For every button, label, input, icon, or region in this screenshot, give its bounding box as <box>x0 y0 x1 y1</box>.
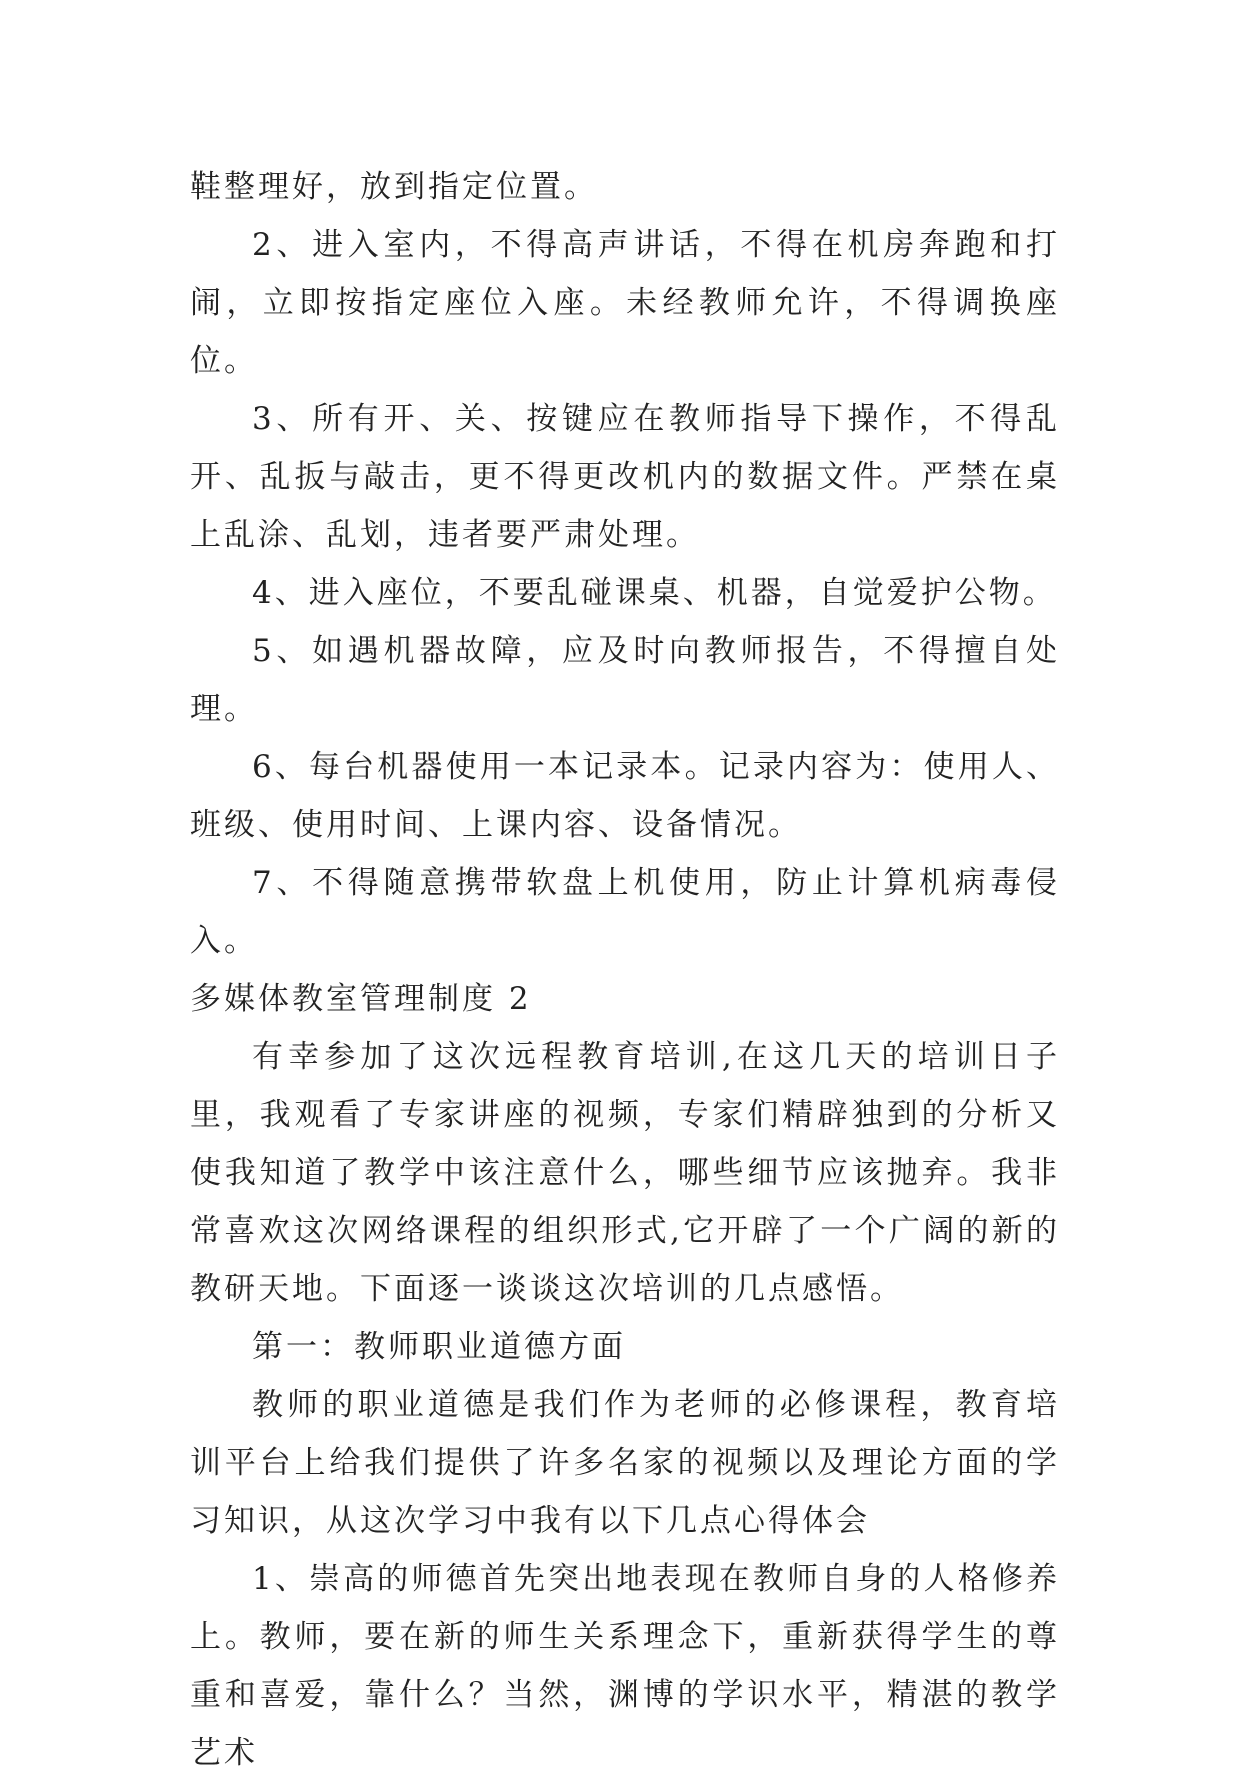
paragraph: 7、不得随意携带软盘上机使用，防止计算机病毒侵入。 <box>190 865 1060 959</box>
subheading: 第一：教师职业道德方面 <box>252 1329 626 1365</box>
paragraph: 3、所有开、关、按键应在教师指导下操作，不得乱开、乱扳与敲击，更不得更改机内的数据文件。严禁在桌上乱涂、乱划，违者要严肃处理。 <box>190 401 1060 553</box>
paragraph: 有幸参加了这次远程教育培训,在这几天的培训日子里，我观看了专家讲座的视频，专家们精辟独到的分析又使我知道了教学中该注意什么，哪些细节应该抛弃。我非常喜欢这次网络课程的组织形式,它开辟了一个广阔的新的教研天地。下面逐一谈谈这次培训的几点感悟。 <box>190 1039 1060 1307</box>
paragraph: 6、每台机器使用一本记录本。记录内容为：使用人、班级、使用时间、上课内容、设备情况。 <box>190 749 1060 843</box>
paragraph: 4、进入座位，不要乱碰课桌、机器，自觉爱护公物。 <box>252 575 1057 611</box>
paragraph: 2、进入室内，不得高声讲话，不得在机房奔跑和打闹，立即按指定座位入座。未经教师允许，不得调换座位。 <box>190 227 1060 379</box>
paragraph: 5、如遇机器故障，应及时向教师报告，不得擅自处理。 <box>190 633 1060 727</box>
paragraph: 教师的职业道德是我们作为老师的必修课程，教育培训平台上给我们提供了许多名家的视频以及理论方面的学习知识，从这次学习中我有以下几点心得体会 <box>190 1387 1060 1539</box>
paragraph: 鞋整理好，放到指定位置。 <box>190 169 598 205</box>
paragraph: 1、崇高的师德首先突出地表现在教师自身的人格修养上。教师，要在新的师生关系理念下，重新获得学生的尊重和喜爱，靠什么？当然，渊博的学识水平，精湛的教学艺术 <box>190 1561 1060 1771</box>
document-body <box>190 158 1060 1782</box>
section-title: 多媒体教室管理制度 2 <box>190 981 532 1017</box>
